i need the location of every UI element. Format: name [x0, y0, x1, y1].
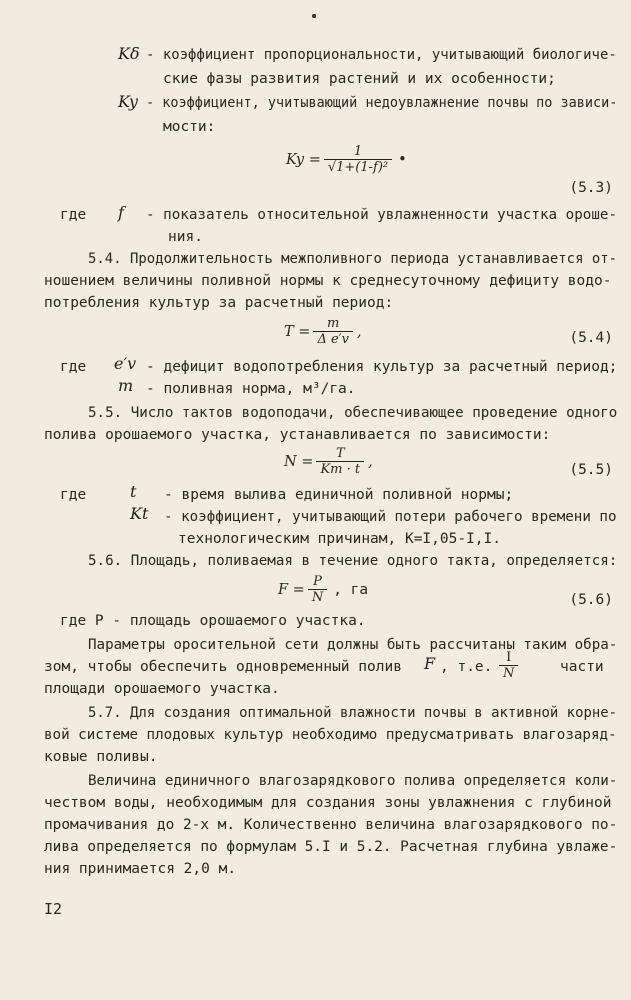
formula-f-lhs: F = [278, 581, 305, 598]
equation-number-5-3: (5.3) [569, 180, 613, 196]
where-label: где [60, 359, 87, 375]
last-para-line3: промачивания до 2-х м. Количественно величина влагозарядкового по- [44, 817, 618, 833]
para-5-7-line2: вой системе плодовых культур необходимо предусматривать влагозаряд- [44, 727, 617, 743]
equation-number-5-6: (5.6) [569, 592, 613, 608]
para-5-5-line1: 5.5. Число тактов водоподачи, обеспечивающее проведение одного [88, 405, 618, 421]
ky-definition-line2: мости: [163, 119, 216, 135]
p-definition: где Р - площадь орошаемого участка. [60, 613, 366, 629]
para-5-5-line2: полива орошаемого участка, устанавливается по зависимости: [44, 427, 551, 443]
where-label: где [60, 207, 87, 223]
ky-definition-line1: - коэффициент, учитывающий недоувлажнение почвы по зависи- [146, 95, 618, 111]
formula-f-tail: , га [333, 581, 369, 598]
t-symbol: t [130, 482, 137, 501]
params-fraction-den: N [499, 665, 518, 681]
formula-n-lhs: N = [284, 453, 314, 470]
formula-ky-tail: • [398, 151, 407, 168]
page-number: I2 [44, 900, 63, 918]
ky-symbol: Ky [118, 92, 138, 111]
ks-symbol: Kδ [118, 44, 140, 63]
para-5-4-line1: 5.4. Продолжительность межполивного периода устанавливается от- [88, 251, 618, 267]
formula-n-tail: , [368, 453, 373, 470]
formula-ky-lhs: Ky = [286, 151, 321, 168]
formula-f-denominator: N [308, 589, 327, 605]
formula-t-tail: , [356, 323, 362, 340]
formula-f [278, 574, 368, 605]
ks-definition-line1: - коэффициент пропорциональности, учитывающий биологиче- [146, 47, 617, 63]
equation-number-5-5: (5.5) [569, 462, 613, 478]
last-para-line2: чеством воды, необходимым для создания зоны увлажнения с глубиной [44, 795, 612, 811]
f-definition-line1: - показатель относительной увлажненности участка ороше- [146, 207, 618, 223]
last-para-line5: ния принимается 2,0 м. [44, 861, 237, 877]
last-para-line4: лива определяется по формулам 5.I и 5.2. Расчетная глубина увлаже- [44, 839, 618, 855]
m-symbol: m [118, 376, 134, 395]
kt-definition-line2: технологическим причинам, K=I,05-I,I. [178, 531, 502, 547]
formula-t-numerator: m [327, 316, 340, 331]
params-line1: Параметры оросительной сети должны быть рассчитаны таким обра- [88, 637, 618, 653]
t-definition: - время вылива единичной поливной нормы; [164, 487, 514, 503]
para-5-4-line2: ношением величины поливной нормы к среднесуточному дефициту водо- [44, 273, 612, 289]
formula-n-denominator: Kт · t [316, 461, 364, 477]
params-line3: площади орошаемого участка. [44, 681, 280, 697]
params-line2b: , т.е. [440, 659, 493, 675]
formula-ky-numerator: 1 [353, 144, 363, 159]
params-fraction [496, 650, 518, 681]
F-symbol: F [424, 654, 436, 673]
kt-symbol: Kt [130, 504, 149, 523]
formula-n [284, 446, 373, 477]
params-fraction-num: I [506, 650, 512, 665]
last-para-line1: Величина единичного влагозарядкового полива определяется коли- [88, 773, 618, 789]
params-line2a: зом, чтобы обеспечить одновременный полив [44, 659, 402, 675]
formula-t [284, 316, 362, 347]
f-definition-line2: ния. [168, 229, 203, 245]
ev-definition: - дефицит водопотребления культур за расчетный период; [146, 359, 618, 375]
formula-t-lhs: T = [284, 323, 311, 340]
formula-ky [286, 144, 407, 175]
formula-n-numerator: T [335, 446, 345, 461]
ev-symbol: e′v [114, 354, 137, 373]
formula-ky-denominator: √1+(1-f)² [324, 159, 392, 175]
ink-dot [312, 14, 316, 18]
para-5-7-line3: ковые поливы. [44, 749, 158, 765]
formula-t-denominator: Δ e′v [313, 331, 353, 347]
m-definition: - поливная норма, м³/га. [146, 381, 356, 397]
para-5-6-line1: 5.6. Площадь, поливаемая в течение одного такта, определяется: [88, 553, 618, 569]
para-5-7-line1: 5.7. Для создания оптимальной влажности почвы в активной корне- [88, 705, 618, 721]
f-symbol: f [118, 203, 124, 222]
ks-definition-line2: ские фазы развития растений и их особенности; [163, 71, 556, 87]
params-line2c: части [560, 659, 604, 675]
where-label: где [60, 487, 87, 503]
para-5-4-line3: потребления культур за расчетный период: [44, 295, 394, 311]
formula-f-numerator: P [313, 574, 322, 589]
equation-number-5-4: (5.4) [569, 330, 613, 346]
kt-definition-line1: - коэффициент, учитывающий потери рабочего времени по [164, 509, 617, 525]
